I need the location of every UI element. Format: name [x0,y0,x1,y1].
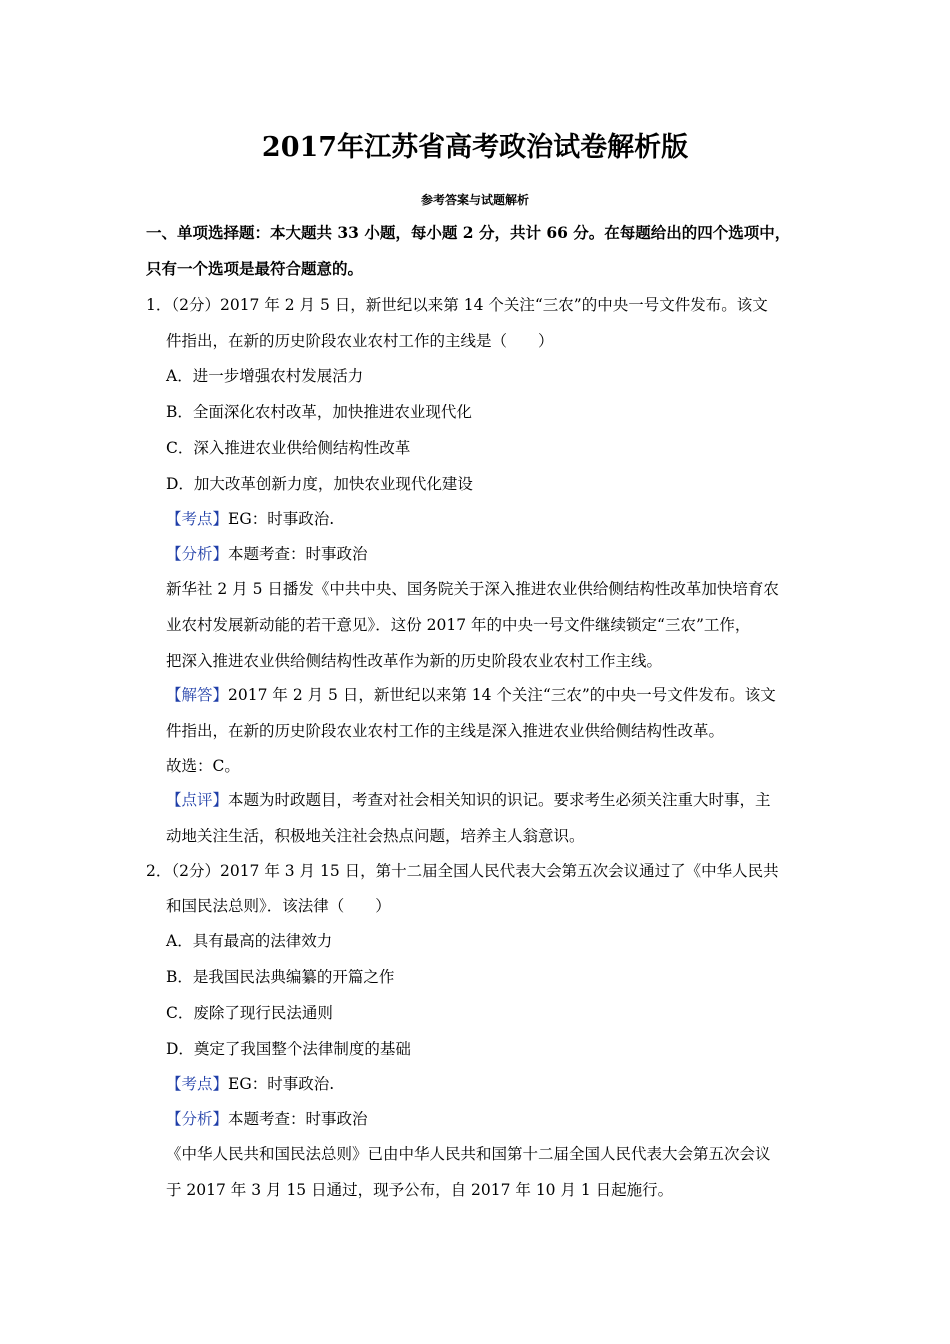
q2-option-b: B．是我国民法典编纂的开篇之作 [166,968,395,986]
q1-option-c: C．深入推进农业供给侧结构性改革 [166,439,411,457]
q2-option-a: A．具有最高的法律效力 [166,932,333,950]
q1-jieda [166,684,776,706]
q1-kaodian [166,508,334,530]
dianping-tag: 【点评】 [166,791,229,809]
q1-option-d: D．加大改革创新力度，加快农业现代化建设 [166,475,473,493]
q2-kaodian [166,1073,334,1095]
q1-fenxi-paragraph-line-1: 新华社 2 月 5 日播发《中共中央、国务院关于深入推进农业供给侧结构性改革加快培育农 [166,580,779,598]
q1-dianping [166,789,771,811]
q1-option-a: A．进一步增强农村发展活力 [166,367,364,385]
kaodian-tag: 【考点】 [166,1075,229,1093]
fenxi-tag: 【分析】 [166,1110,229,1128]
q2-fenxi-paragraph-line-2: 于 2017 年 3 月 15 日通过，现予公布，自 2017 年 10 月 1 日起施行。 [166,1181,674,1199]
jieda-text: 2017 年 2 月 5 日，新世纪以来第 14 个关注“三农”的中央一号文件发布。该文 [228,686,776,704]
q2-fenxi-paragraph-line-1: 《中华人民共和国民法总则》已由中华人民共和国第十二届全国人民代表大会第五次会议 [166,1145,771,1163]
fenxi-text: 本题考查：时事政治 [228,1110,368,1128]
dianping-text: 本题为时政题目，考查对社会相关知识的识记。要求考生必须关注重大时事，主 [228,791,771,809]
q2-fenxi [166,1108,368,1130]
kaodian-text: EG：时事政治. [228,510,335,528]
section-heading-line-2: 只有一个选项是最符合题意的。 [146,259,364,278]
fenxi-text: 本题考查：时事政治 [228,545,368,563]
fenxi-tag: 【分析】 [166,545,229,563]
q2-option-c: C．废除了现行民法通则 [166,1004,333,1022]
q2-stem-line-1: 2．（2分）2017 年 3 月 15 日，第十二届全国人民代表大会第五次会议通过了《中华人民共 [146,862,779,880]
page-subtitle: 参考答案与试题解析 [420,193,529,207]
q1-fenxi-paragraph-line-2: 业农村发展新动能的若干意见》．这份 2017 年的中央一号文件继续锁定“三农”工作， [166,616,751,634]
kaodian-tag: 【考点】 [166,510,229,528]
q1-option-b: B．全面深化农村改革，加快推进农业现代化 [166,403,472,421]
q2-stem-line-2: 和国民法总则》．该法律（ ） [166,897,391,915]
jieda-tag: 【解答】 [166,686,229,704]
q1-fenxi [166,543,368,565]
q1-fenxi-paragraph-line-3: 把深入推进农业供给侧结构性改革作为新的历史阶段农业农村工作主线。 [166,652,663,670]
q1-stem-line-2: 件指出，在新的历史阶段农业农村工作的主线是（ ） [166,332,554,350]
q1-answer: 故选：C。 [166,757,240,775]
q1-stem-line-1: 1．（2分）2017 年 2 月 5 日，新世纪以来第 14 个关注“三农”的中央一号文件发布。该文 [146,296,768,314]
q1-dianping-line-2: 动地关注生活，积极地关注社会热点问题，培养主人翁意识。 [166,827,585,845]
section-heading-line-1: 一、单项选择题：本大题共 33 小题，每小题 2 分，共计 66 分。在每题给出的四个选项中， [146,223,791,242]
page-title: 2017年江苏省高考政治试卷解析版 [261,132,689,163]
q1-jieda-line-2: 件指出，在新的历史阶段农业农村工作的主线是深入推进农业供给侧结构性改革。 [166,722,725,740]
q2-option-d: D．奠定了我国整个法律制度的基础 [166,1040,411,1058]
kaodian-text: EG：时事政治. [228,1075,335,1093]
